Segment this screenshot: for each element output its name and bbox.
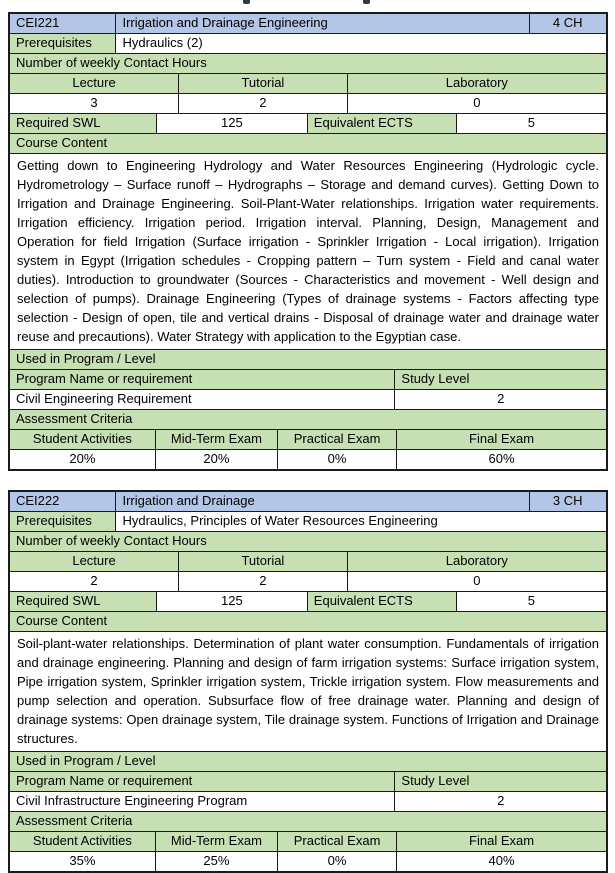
required-swl-label: Required SWL — [10, 113, 156, 133]
course-content-row — [10, 153, 606, 349]
equivalent-ects-value: 5 — [456, 113, 606, 133]
used-in-program-row — [10, 751, 606, 771]
swl-ects-row — [10, 591, 606, 611]
course-content-header-row — [10, 611, 606, 631]
mid-term-exam-label: Mid-Term Exam — [155, 831, 277, 851]
course-code: CEI222 — [10, 492, 115, 511]
prerequisites-row — [10, 33, 606, 53]
contact-hours-values-row — [10, 571, 606, 591]
assessment-header-row — [10, 409, 606, 429]
course-content-header-row — [10, 133, 606, 153]
used-in-program-label: Used in Program / Level — [10, 349, 606, 369]
laboratory-label: Laboratory — [347, 551, 606, 571]
course-title: Irrigation and Drainage — [115, 492, 528, 511]
laboratory-hours-value: 0 — [347, 93, 606, 113]
prerequisites-value: Hydraulics (2) — [115, 33, 606, 53]
prerequisites-row — [10, 511, 606, 531]
practical-exam-value: 0% — [277, 449, 396, 469]
required-swl-value: 125 — [156, 113, 307, 133]
program-name-label: Program Name or requirement — [10, 771, 394, 791]
study-level-label: Study Level — [394, 771, 606, 791]
course-header-row — [10, 14, 606, 33]
lecture-hours-value: 2 — [10, 571, 178, 591]
assessment-values-row — [10, 851, 606, 871]
practical-exam-label: Practical Exam — [277, 429, 396, 449]
mid-term-exam-label: Mid-Term Exam — [155, 429, 277, 449]
contact-hours-section-label: Number of weekly Contact Hours — [10, 53, 606, 73]
contact-hours-header-row — [10, 53, 606, 73]
program-header-row — [10, 771, 606, 791]
tutorial-label: Tutorial — [178, 551, 347, 571]
practical-exam-value: 0% — [277, 851, 396, 871]
equivalent-ects-label: Equivalent ECTS — [307, 113, 456, 133]
final-exam-label: Final Exam — [396, 429, 606, 449]
assessment-labels-row — [10, 831, 606, 851]
assessment-criteria-label: Assessment Criteria — [10, 409, 606, 429]
cut-off-heading-fragment — [243, 0, 250, 4]
program-header-row — [10, 369, 606, 389]
program-values-row — [10, 791, 606, 811]
required-swl-value: 125 — [156, 591, 307, 611]
credit-hours-badge: 3 CH — [529, 492, 606, 511]
final-exam-value: 60% — [396, 449, 606, 469]
swl-ects-row — [10, 113, 606, 133]
tutorial-hours-value: 2 — [178, 571, 347, 591]
assessment-header-row — [10, 811, 606, 831]
course-content-label: Course Content — [10, 611, 606, 631]
credit-hours-badge: 4 CH — [529, 14, 606, 33]
used-in-program-row — [10, 349, 606, 369]
study-level-value: 2 — [394, 791, 606, 811]
course-content-text: Getting down to Engineering Hydrology and Water Resources Engineering (Hydrologic cycle. Hydrometrology – Surface runoff – Hydrographs – Storage and demand curves). Getting Down to Irrigation and Drainage Engineering. Soil-Plant-Water relationships. Irrigation water requirements. Irrigation efficiency. Irrigation period. Irrigation interval. Planning, Design, Management and Operation for field Irrigation (Surface irrigation - Sprinkler Irrigation - Local irrigation). Irrigation system in Egypt (Irrigation schedules - Cropping pattern – Turn system - Field and canal water duties). Introduction to groundwater (Sources - Characteristics and movement - Well design and selection of pumps). Drainage Engineering (Types of drainage systems - Factors affecting type selection - Design of open, tile and vertical drains - Disposal of drainage water and drainage water reuse and precautions). Water Strategy with application to the Egyptian case. — [10, 153, 606, 349]
program-values-row — [10, 389, 606, 409]
practical-exam-label: Practical Exam — [277, 831, 396, 851]
mid-term-exam-value: 25% — [155, 851, 277, 871]
program-name-label: Program Name or requirement — [10, 369, 394, 389]
contact-hours-header-row — [10, 531, 606, 551]
course-title: Irrigation and Drainage Engineering — [115, 14, 528, 33]
final-exam-value: 40% — [396, 851, 606, 871]
prerequisites-value: Hydraulics, Principles of Water Resources Engineering — [115, 511, 606, 531]
contact-hours-section-label: Number of weekly Contact Hours — [10, 531, 606, 551]
student-activities-label: Student Activities — [10, 429, 155, 449]
course-header-row — [10, 492, 606, 511]
course-content-row — [10, 631, 606, 751]
contact-hours-labels-row — [10, 73, 606, 93]
study-level-value: 2 — [394, 389, 606, 409]
required-swl-label: Required SWL — [10, 591, 156, 611]
course-table-cei221 — [8, 12, 608, 471]
student-activities-label: Student Activities — [10, 831, 155, 851]
equivalent-ects-label: Equivalent ECTS — [307, 591, 456, 611]
course-content-label: Course Content — [10, 133, 606, 153]
assessment-criteria-label: Assessment Criteria — [10, 811, 606, 831]
prerequisites-label: Prerequisites — [10, 33, 115, 53]
lecture-label: Lecture — [10, 73, 178, 93]
used-in-program-label: Used in Program / Level — [10, 751, 606, 771]
laboratory-label: Laboratory — [347, 73, 606, 93]
tutorial-hours-value: 2 — [178, 93, 347, 113]
contact-hours-labels-row — [10, 551, 606, 571]
cut-off-heading-fragment — [363, 0, 370, 4]
tutorial-label: Tutorial — [178, 73, 347, 93]
program-name-value: Civil Engineering Requirement — [10, 389, 394, 409]
final-exam-label: Final Exam — [396, 831, 606, 851]
program-name-value: Civil Infrastructure Engineering Program — [10, 791, 394, 811]
assessment-values-row — [10, 449, 606, 469]
course-table-cei222 — [8, 490, 608, 873]
lecture-hours-value: 3 — [10, 93, 178, 113]
mid-term-exam-value: 20% — [155, 449, 277, 469]
laboratory-hours-value: 0 — [347, 571, 606, 591]
equivalent-ects-value: 5 — [456, 591, 606, 611]
student-activities-value: 20% — [10, 449, 155, 469]
assessment-labels-row — [10, 429, 606, 449]
study-level-label: Study Level — [394, 369, 606, 389]
course-content-text: Soil-plant-water relationships. Determination of plant water consumption. Fundamentals of irrigation and drainage engineering. Planning and design of farm irrigation systems: Surface irrigation system, Pipe irrigation system, Sprinkler irrigation system, Trickle irrigation system. Flow measurements and pump selection and operation. Subsurface flow of free drainage water. Planning and design of drainage systems: Open drainage system, Tile drainage system. Functions of Irrigation and Drainage structures. — [10, 631, 606, 751]
prerequisites-label: Prerequisites — [10, 511, 115, 531]
lecture-label: Lecture — [10, 551, 178, 571]
course-code: CEI221 — [10, 14, 115, 33]
contact-hours-values-row — [10, 93, 606, 113]
student-activities-value: 35% — [10, 851, 155, 871]
